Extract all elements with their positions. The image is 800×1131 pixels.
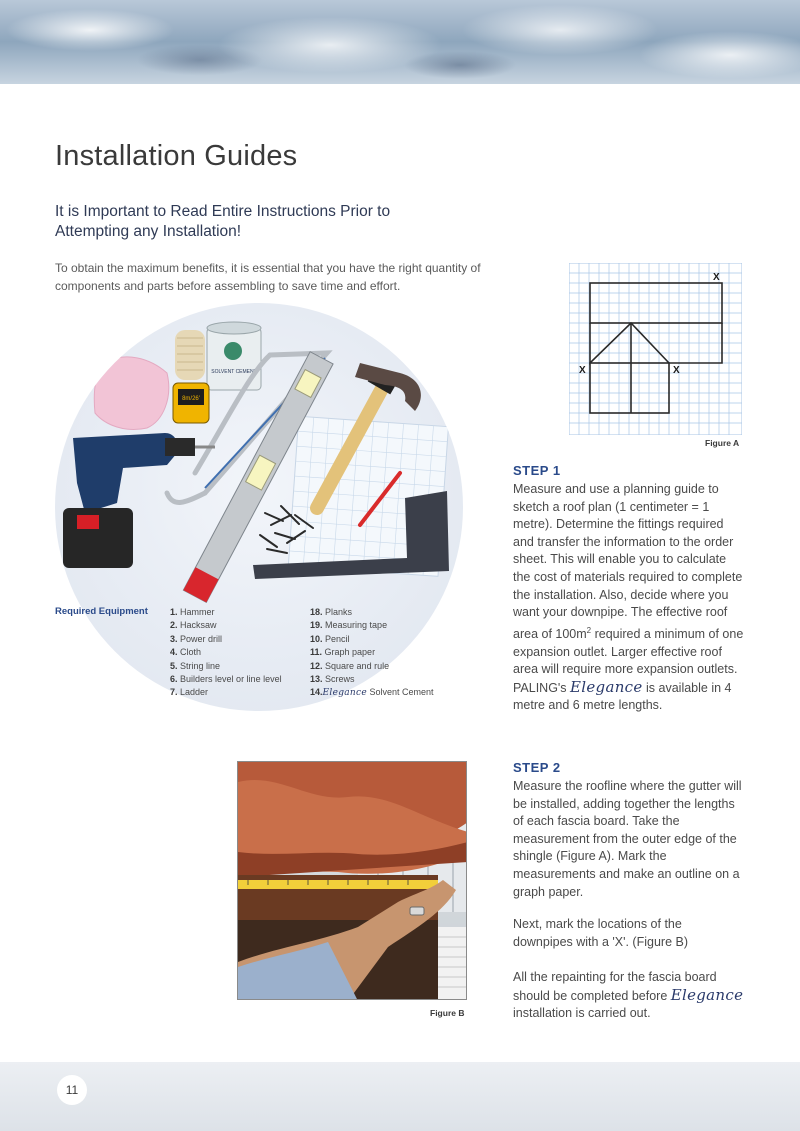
list-item: 19. Measuring tape	[310, 620, 388, 631]
roofline-measurement-photo	[238, 762, 467, 1000]
elegance-brand: Elegance	[670, 985, 744, 1004]
step2-para3: All the repainting for the fascia board should be completed before Elegance installation is carried out.	[513, 970, 744, 1021]
list-item: 14.Elegance Solvent Cement	[310, 687, 434, 699]
figure-a-roof-plan	[569, 263, 742, 435]
water-header-banner	[0, 0, 800, 84]
list-item: 11. Graph paper	[310, 647, 376, 658]
downpipe-mark: X	[673, 365, 680, 376]
step2-para1: Measure the roofline where the gutter will be installed, adding together the lengths of each fascia board. Take the measurement from the outer edge of the shingle (Figure A). Mark the measurements and make an outline on a graph paper.	[513, 779, 742, 899]
list-item: 7. Ladder	[170, 687, 209, 698]
figure-b-photo	[237, 761, 467, 1000]
step2-para2: Next, mark the locations of the downpipes with a 'X'. (Figure B)	[513, 917, 688, 949]
required-equipment-label: Required Equipment	[55, 606, 148, 617]
intro-paragraph: To obtain the maximum benefits, it is essential that you have the right quantity of components and parts before assembling to save time and effort.	[55, 261, 481, 293]
step1-body: Measure and use a planning guide to sketch a roof plan (1 centimeter = 1 metre). Determine the fittings required and transfer the information to the order sheet. This will enable you to calculate the cost of materials required to complete the installation. Also, decide where you want your downpipe. The effective roof area of $100m^2$ required a minimum of one expansion outlet. Larger effective roof area will require more expansion outlets. PALING's Elegance is available in 4 metre and 6 metre lengths.	[513, 482, 744, 713]
elegance-brand: Elegance	[570, 677, 643, 696]
step2-heading: STEP 2	[513, 760, 561, 775]
list-item: 13. Screws	[310, 674, 355, 685]
list-item: 4. Cloth	[170, 647, 202, 658]
measuring-tape	[173, 383, 209, 423]
downpipe-mark: X	[579, 365, 586, 376]
elegance-brand: Elegance	[322, 688, 367, 699]
list-item: 1. Hammer	[170, 607, 215, 617]
step1-heading: STEP 1	[513, 463, 561, 478]
figure-a-caption: Figure A	[705, 438, 740, 448]
page-title: Installation Guides	[55, 140, 298, 172]
page-subtitle: It is Important to Read Entire Instructions Prior to Attempting any Installation!	[55, 203, 391, 240]
list-item: 10. Pencil	[310, 633, 350, 644]
list-item: 2. Hacksaw	[170, 620, 217, 631]
cloth	[94, 357, 168, 430]
downpipe-mark: X	[713, 272, 720, 283]
list-item: 3. Power drill	[170, 633, 223, 644]
cement-label: SOLVENT CEMENT	[211, 369, 257, 375]
page-number: 11	[57, 1075, 87, 1105]
equipment-list-col2	[310, 606, 434, 701]
list-item: 6. Builders level or line level	[170, 674, 282, 685]
string-line	[175, 330, 205, 380]
list-item: 5. String line	[170, 660, 221, 671]
list-item: 18. Planks	[310, 607, 353, 617]
equipment-list-col1	[170, 606, 282, 700]
list-item: 12. Square and rule	[310, 660, 390, 671]
figure-b-caption: Figure B	[430, 1008, 465, 1018]
tape-label: 8m/26'	[182, 396, 200, 402]
footer-band	[0, 1062, 800, 1131]
